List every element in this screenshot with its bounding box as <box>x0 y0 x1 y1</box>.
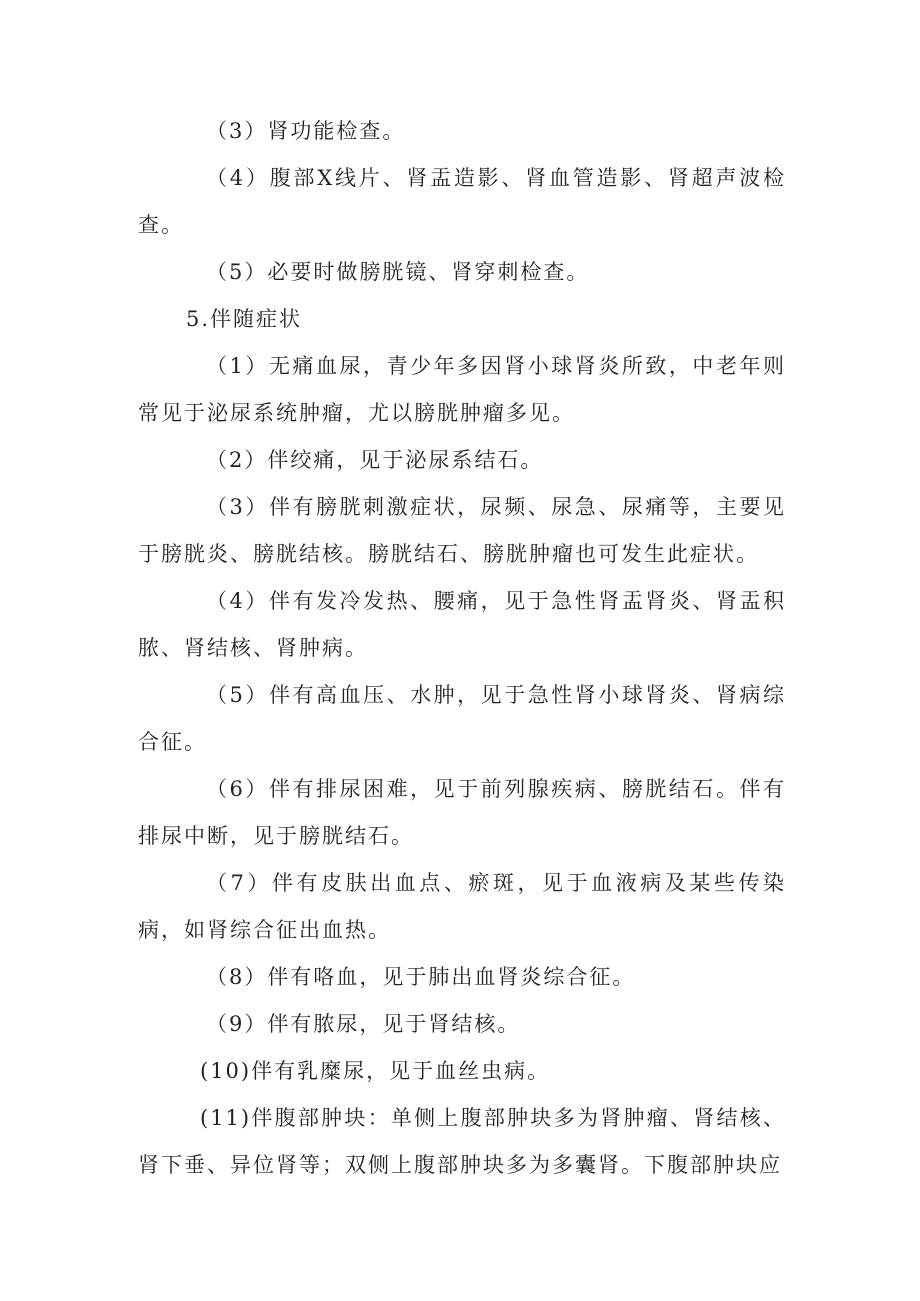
paragraph-cystoscopy-biopsy: （5）必要时做膀胱镜、肾穿刺检查。 <box>206 260 590 284</box>
document-body <box>138 108 786 1189</box>
paragraph-symptom-7: （7）伴有皮肤出血点、瘀斑，见于血液病及某些传染病，如肾综合征出血热。 <box>138 871 786 942</box>
paragraph-symptom-3: （3）伴有膀胱刺激症状，尿频、尿急、尿痛等，主要见于膀胱炎、膀胱结核。膀胱结石、膀胱肿瘤也可发生此症状。 <box>138 495 786 566</box>
paragraph-symptom-6: （6）伴有排尿困难，见于前列腺疾病、膀胱结石。伴有排尿中断，见于膀胱结石。 <box>138 777 786 848</box>
paragraph-symptom-8: （8）伴有咯血，见于肺出血肾炎综合征。 <box>206 965 636 989</box>
paragraph-symptom-5: （5）伴有高血压、水肿，见于急性肾小球肾炎、肾病综合征。 <box>138 683 786 754</box>
paragraph-symptom-9: （9）伴有脓尿，见于肾结核。 <box>206 1012 521 1036</box>
paragraph-kidney-function-test: （3）肾功能检查。 <box>206 119 406 143</box>
paragraph-symptom-11: (11)伴腹部肿块：单侧上腹部肿块多为肾肿瘤、肾结核、肾下垂、异位肾等；双侧上腹部肿块多为多囊肾。下腹部肿块应 <box>138 1106 786 1177</box>
paragraph-symptom-4: （4）伴有发冷发热、腰痛，见于急性肾盂肾炎、肾盂积脓、肾结核、肾肿病。 <box>138 589 786 660</box>
paragraph-symptom-2: （2）伴绞痛，见于泌尿系结石。 <box>206 448 544 472</box>
paragraph-imaging-tests: （4）腹部X线片、肾盂造影、肾血管造影、肾超声波检查。 <box>138 166 786 237</box>
section-heading-accompanying-symptoms: 5.伴随症状 <box>186 307 303 331</box>
paragraph-symptom-1: （1）无痛血尿，青少年多因肾小球肾炎所致，中老年则常见于泌尿系统肿瘤，尤以膀胱肿瘤多见。 <box>138 354 786 425</box>
paragraph-symptom-10: (10)伴有乳糜尿，见于血丝虫病。 <box>200 1059 551 1083</box>
